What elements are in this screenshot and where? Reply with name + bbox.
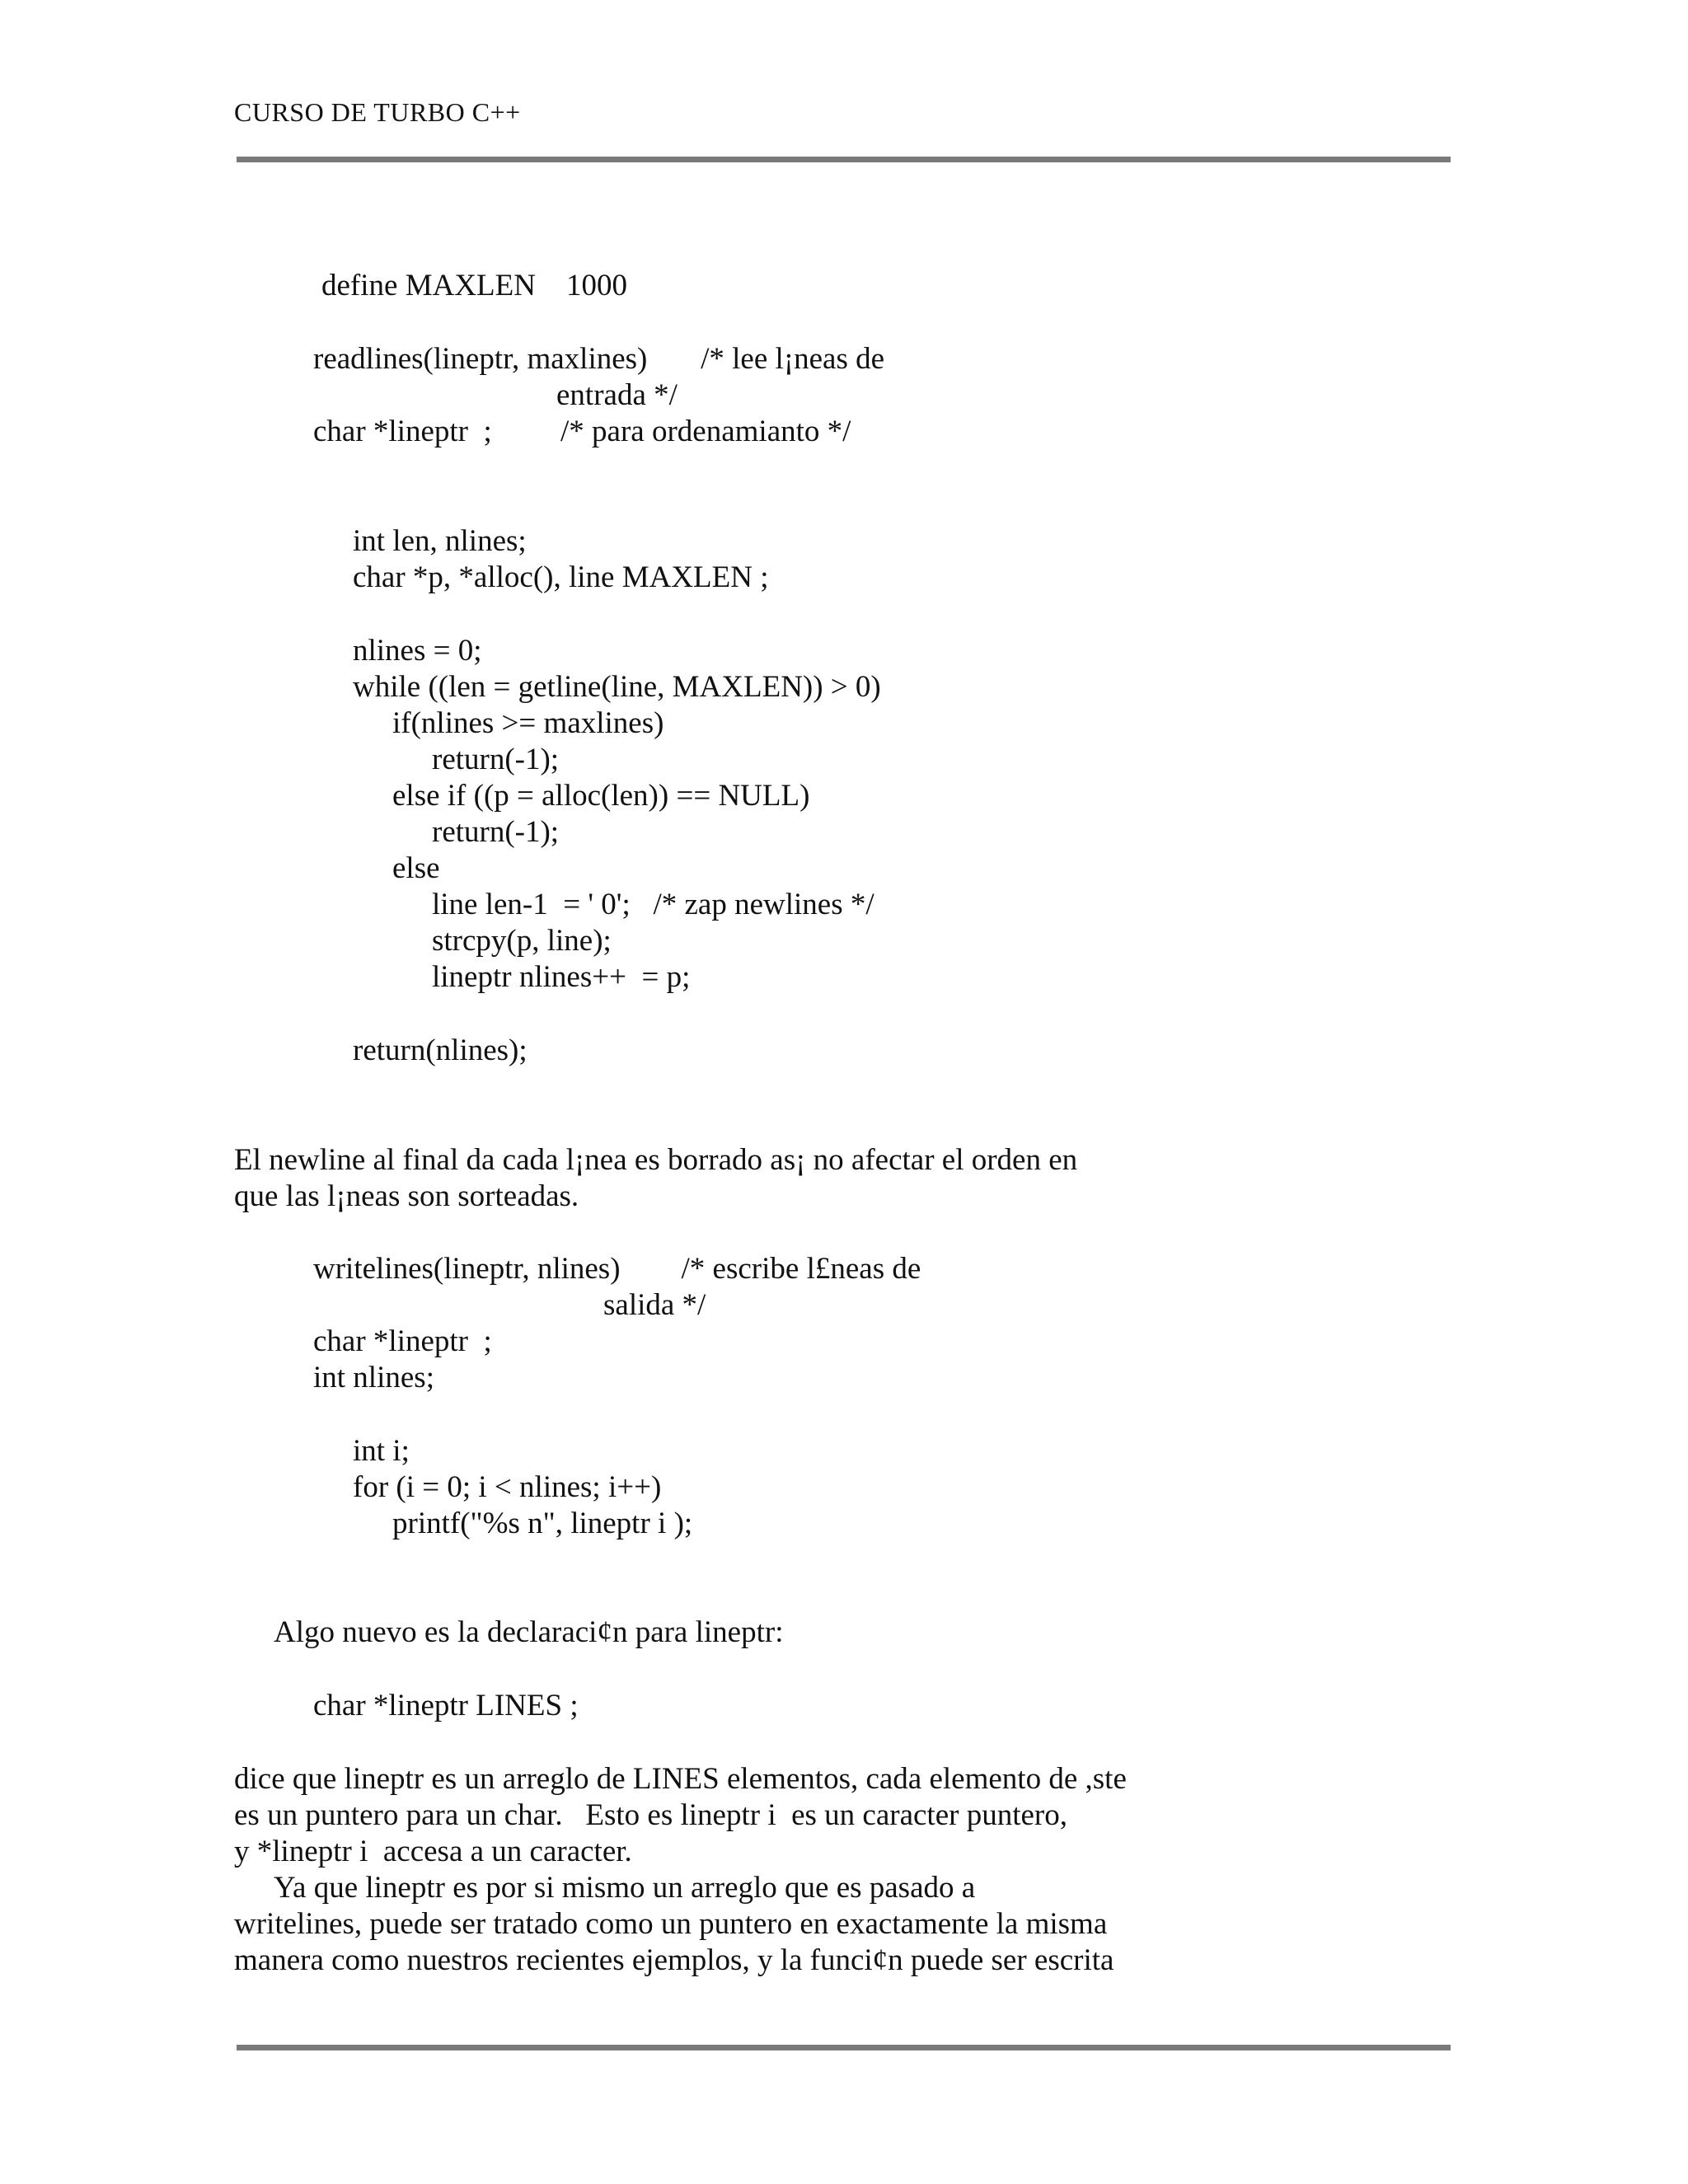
footer-rule: [237, 2045, 1451, 2050]
code-line: while ((len = getline(line, MAXLEN)) > 0): [353, 670, 881, 704]
code-line: int len, nlines;: [353, 524, 527, 558]
paragraph-line: writelines, puede ser tratado como un puntero en exactamente la misma: [234, 1907, 1108, 1941]
paragraph-line: Algo nuevo es la declaraci¢n para lineptr:: [274, 1615, 784, 1649]
code-line: char *lineptr ; /* para ordenamianto */: [313, 415, 851, 448]
code-line: return(-1);: [432, 815, 560, 849]
code-line: else: [392, 851, 440, 885]
header-rule: [237, 157, 1451, 162]
paragraph-line: dice que lineptr es un arreglo de LINES elementos, cada elemento de ,ste: [234, 1762, 1127, 1796]
paragraph-line: Ya que lineptr es por si mismo un arreglo que es pasado a: [274, 1871, 976, 1905]
paragraph-line: y *lineptr i accesa a un caracter.: [234, 1835, 632, 1868]
code-line: return(-1);: [432, 743, 560, 776]
code-line: else if ((p = alloc(len)) == NULL): [392, 779, 810, 813]
code-line: readlines(lineptr, maxlines) /* lee l¡neas de: [313, 342, 885, 376]
code-line: writelines(lineptr, nlines) /* escribe l£neas de: [313, 1252, 921, 1286]
code-line: for (i = 0; i < nlines; i++): [353, 1470, 662, 1504]
code-line: int nlines;: [313, 1361, 434, 1394]
code-line: line len-1 = ' 0'; /* zap newlines */: [432, 888, 874, 921]
code-line: char *p, *alloc(), line MAXLEN ;: [353, 560, 769, 594]
code-line: char *lineptr ;: [313, 1324, 492, 1358]
code-line: printf("%s n", lineptr i );: [392, 1507, 693, 1540]
code-line: int i;: [353, 1434, 410, 1468]
paragraph-line: El newline al final da cada l¡nea es borrado as¡ no afectar el orden en: [234, 1143, 1078, 1177]
code-line: lineptr nlines++ = p;: [432, 960, 691, 994]
page-header-title: CURSO DE TURBO C++: [234, 97, 521, 127]
code-line: define MAXLEN 1000: [321, 269, 627, 302]
code-line: strcpy(p, line);: [432, 924, 612, 958]
code-line: char *lineptr LINES ;: [313, 1689, 579, 1722]
code-line: entrada */: [556, 378, 678, 412]
paragraph-line: que las l¡neas son sorteadas.: [234, 1179, 579, 1213]
paragraph-line: manera como nuestros recientes ejemplos, y la funci¢n puede ser escrita: [234, 1943, 1114, 1977]
code-line: return(nlines);: [353, 1033, 528, 1067]
code-line: salida */: [603, 1288, 706, 1322]
code-line: nlines = 0;: [353, 634, 482, 668]
code-line: if(nlines >= maxlines): [392, 706, 664, 740]
paragraph-line: es un puntero para un char. Esto es lineptr i es un caracter puntero,: [234, 1798, 1067, 1832]
